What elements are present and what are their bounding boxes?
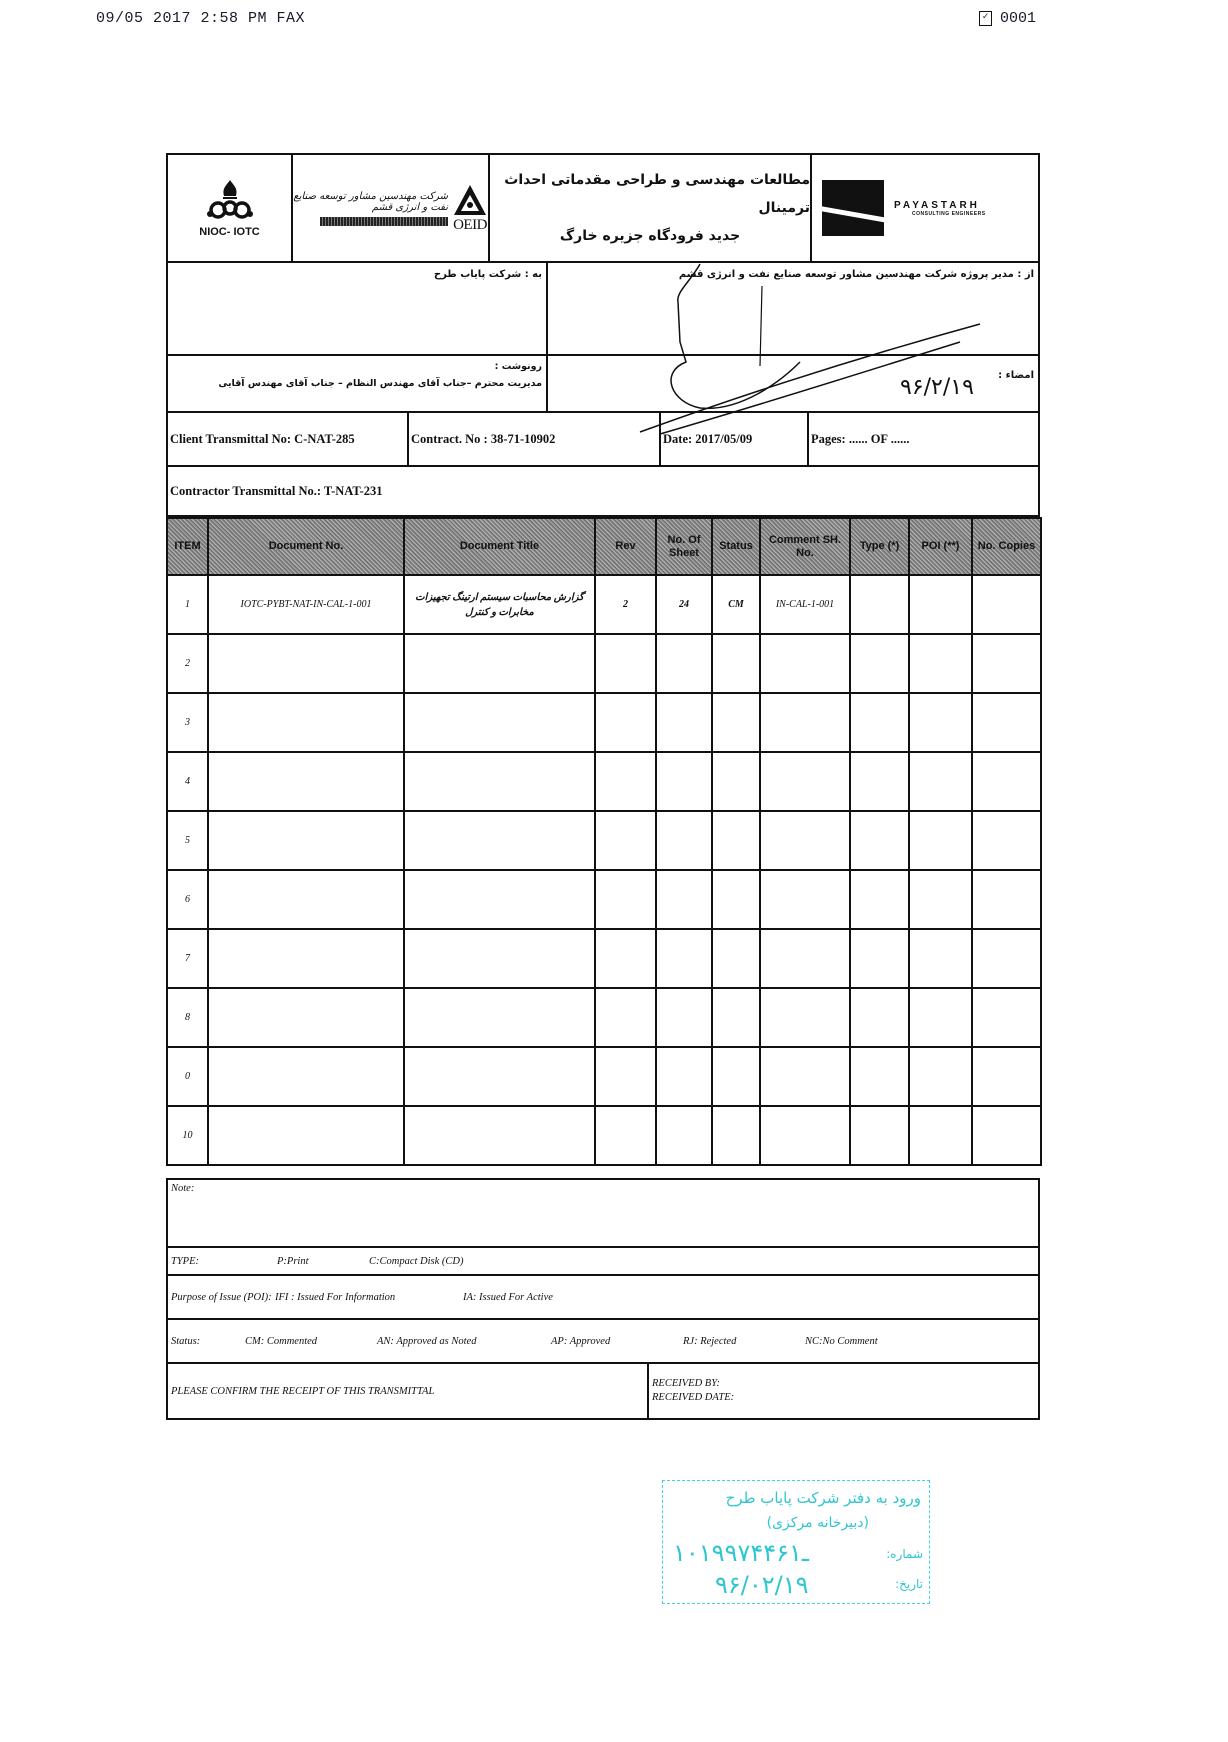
cell-poi — [909, 693, 972, 752]
cell-sheets — [656, 929, 712, 988]
col-header-poi: POI (**) — [909, 518, 972, 575]
cell-status — [712, 1047, 760, 1106]
cell-poi — [909, 1047, 972, 1106]
handwritten-date: ۹۶/۲/۱۹ — [900, 375, 974, 400]
col-header-type: Type (*) — [850, 518, 909, 575]
cell-sheets — [656, 988, 712, 1047]
cell-comment-sh — [760, 1047, 850, 1106]
project-title-line1: مطالعات مهندسی و طراحی مقدماتی احداث ترمینال — [504, 172, 810, 216]
cell-title — [404, 752, 595, 811]
cell-title — [404, 870, 595, 929]
table-row — [167, 1106, 1041, 1165]
poi-label: Purpose of Issue (POI): — [171, 1291, 272, 1303]
fax-page-icon: ✓ — [979, 11, 992, 26]
pages-count: Pages: ...... OF ...... — [811, 431, 910, 446]
cell-copies — [972, 1047, 1041, 1106]
received-block — [649, 1364, 1038, 1418]
col-header-copies: No. Copies — [972, 518, 1041, 575]
cell-copies — [972, 634, 1041, 693]
cell-item: 1 — [167, 575, 208, 634]
fax-page-indicator — [979, 10, 1036, 27]
fax-timestamp: 09/05 2017 2:58 PM FAX — [96, 10, 306, 27]
contract-no: Contract. No : 38-71-10902 — [409, 413, 661, 465]
project-title — [490, 155, 812, 261]
poi-option-ia: IA: Issued For Active — [463, 1291, 553, 1303]
cell-copies — [972, 693, 1041, 752]
cell-type — [850, 870, 909, 929]
cell-poi — [909, 575, 972, 634]
stamp-number-label: شماره: — [886, 1547, 923, 1561]
client-transmittal-no: Client Transmittal No: C-NAT-285 — [168, 413, 409, 465]
cell-sheets — [656, 693, 712, 752]
status-option-rj: RJ: Rejected — [683, 1335, 737, 1347]
confirm-receipt-text: PLEASE CONFIRM THE RECEIPT OF THIS TRANSMITTAL — [168, 1364, 649, 1418]
contractor-transmittal-no: Contractor Transmittal No.: T-NAT-231 — [166, 467, 1040, 517]
cell-poi — [909, 929, 972, 988]
poi-legend-row — [166, 1276, 1040, 1320]
cell-type — [850, 575, 909, 634]
cell-item: 7 — [167, 929, 208, 988]
payastarh-subtitle: CONSULTING ENGINEERS — [912, 210, 986, 217]
cell-sheets — [656, 752, 712, 811]
cell-comment-sh — [760, 811, 850, 870]
cell-type — [850, 988, 909, 1047]
table-row — [167, 693, 1041, 752]
cell-doc-no — [208, 693, 404, 752]
oeid-barcode-strip — [320, 217, 448, 226]
cell-doc-no — [208, 1047, 404, 1106]
cell-doc-no — [208, 634, 404, 693]
cell-status — [712, 870, 760, 929]
form-header — [166, 153, 1040, 263]
nioc-logo-cell — [168, 155, 293, 261]
cell-sheets — [656, 1106, 712, 1165]
cell-rev — [595, 929, 656, 988]
cell-title — [404, 1047, 595, 1106]
cell-status — [712, 811, 760, 870]
cell-comment-sh — [760, 988, 850, 1047]
cell-poi — [909, 752, 972, 811]
cell-title — [404, 929, 595, 988]
cell-rev — [595, 1047, 656, 1106]
cell-copies — [972, 811, 1041, 870]
recipient-field: به : شرکت پایاب طرح — [168, 263, 548, 354]
cell-title — [404, 988, 595, 1047]
cell-doc-no — [208, 811, 404, 870]
nioc-flame-icon — [206, 178, 254, 220]
cell-comment-sh — [760, 634, 850, 693]
received-date-label: RECEIVED DATE: — [652, 1392, 735, 1403]
cell-item: 5 — [167, 811, 208, 870]
cell-title: گزارش محاسبات سیستم ارتینگ تجهیزات مخابرات و کنترل — [404, 575, 595, 634]
oeid-persian-name: شرکت مهندسین مشاور توسعه صنایع نفت و انرژی قشم — [293, 190, 448, 213]
cell-item: 2 — [167, 634, 208, 693]
cell-sheets — [656, 1047, 712, 1106]
stamp-date-value: ۹۶/۰۲/۱۹ — [715, 1571, 809, 1599]
cell-status — [712, 693, 760, 752]
cell-item: 10 — [167, 1106, 208, 1165]
cell-rev — [595, 634, 656, 693]
oeid-abbr: OEID — [453, 216, 487, 233]
oeid-logo-cell — [293, 155, 490, 261]
status-option-cm: CM: Commented — [245, 1335, 318, 1347]
cell-status: CM — [712, 575, 760, 634]
cell-rev — [595, 988, 656, 1047]
received-by-label: RECEIVED BY: — [652, 1378, 720, 1389]
cell-comment-sh — [760, 693, 850, 752]
cell-doc-no — [208, 929, 404, 988]
col-header-sheets: No. Of Sheet — [656, 518, 712, 575]
cell-copies — [972, 988, 1041, 1047]
cell-type — [850, 693, 909, 752]
cc-label: رونوشت : — [494, 361, 542, 372]
type-option-cd: C:Compact Disk (CD) — [369, 1255, 464, 1267]
cell-doc-no — [208, 1106, 404, 1165]
cell-type — [850, 929, 909, 988]
to-from-row — [166, 263, 1040, 356]
cell-item: 4 — [167, 752, 208, 811]
col-header-item: ITEM — [167, 518, 208, 575]
cell-item: 6 — [167, 870, 208, 929]
note-row — [166, 1178, 1040, 1248]
cc-signature-row — [166, 356, 1040, 413]
cell-type — [850, 634, 909, 693]
cell-poi — [909, 988, 972, 1047]
cell-poi — [909, 1106, 972, 1165]
oeid-text-block — [293, 191, 448, 226]
status-legend-row — [166, 1320, 1040, 1364]
status-option-an: AN: Approved as Noted — [377, 1335, 477, 1347]
cell-doc-no — [208, 752, 404, 811]
status-option-ap: AP: Approved — [551, 1335, 611, 1347]
documents-table — [166, 517, 1042, 1166]
cell-rev — [595, 693, 656, 752]
cell-comment-sh — [760, 752, 850, 811]
cell-doc-no — [208, 870, 404, 929]
stamp-number-value: ۱۰۱۹۹ـ۷۴۴۶۱ — [673, 1539, 809, 1567]
stamp-line2: (دبیرخانه مرکزی) — [766, 1515, 869, 1531]
col-header-document-no: Document No. — [208, 518, 404, 575]
fax-page-number: 0001 — [999, 10, 1036, 27]
cell-rev — [595, 1106, 656, 1165]
stamp-line1: ورود به دفتر شرکت پایاب طرح — [725, 1489, 921, 1507]
status-option-nc: NC:No Comment — [805, 1335, 878, 1347]
cc-value: مدیریت محترم –جناب آقای مهندس النظام – جناب آقای مهندس آقایی — [218, 378, 542, 389]
sender-field: از : مدیر پروژه شرکت مهندسین مشاور توسعه صنایع نفت و انرژی قشم — [678, 269, 1034, 280]
cell-status — [712, 634, 760, 693]
cell-item: 8 — [167, 988, 208, 1047]
payastarh-name-block — [894, 200, 986, 217]
cell-type — [850, 752, 909, 811]
cell-copies — [972, 752, 1041, 811]
cell-status — [712, 929, 760, 988]
signature-label: امضاء : — [998, 370, 1034, 381]
cell-title — [404, 1106, 595, 1165]
table-row — [167, 1047, 1041, 1106]
cell-title — [404, 693, 595, 752]
project-title-line2: جدید فرودگاه جزیره خارگ — [559, 228, 741, 244]
col-header-comment-sh: Comment SH. No. — [760, 518, 850, 575]
cc-field — [168, 356, 548, 411]
cell-comment-sh — [760, 1106, 850, 1165]
cell-copies — [972, 870, 1041, 929]
cell-poi — [909, 634, 972, 693]
transmittal-meta-row — [166, 413, 1040, 467]
cell-type — [850, 1106, 909, 1165]
cell-doc-no — [208, 988, 404, 1047]
col-header-rev: Rev — [595, 518, 656, 575]
cell-sheets — [656, 634, 712, 693]
col-header-document-title: Document Title — [404, 518, 595, 575]
table-row — [167, 575, 1041, 634]
cell-rev — [595, 752, 656, 811]
cell-status — [712, 1106, 760, 1165]
stamp-date-label: تاریخ: — [895, 1577, 923, 1591]
transmittal-form — [166, 153, 1040, 1166]
payastarh-logo-icon — [822, 180, 884, 236]
transmittal-date: Date: 2017/05/09 — [661, 413, 809, 465]
cell-comment-sh: IN-CAL-1-001 — [760, 575, 850, 634]
table-row — [167, 752, 1041, 811]
cell-rev — [595, 870, 656, 929]
poi-option-ifi: IFI : Issued For Information — [275, 1291, 396, 1303]
nioc-label: NIOC- IOTC — [199, 226, 260, 238]
oeid-triangle-icon — [452, 183, 488, 217]
cell-sheets — [656, 870, 712, 929]
col-header-status: Status — [712, 518, 760, 575]
table-row — [167, 870, 1041, 929]
cell-poi — [909, 811, 972, 870]
registry-stamp — [662, 1480, 930, 1604]
cell-doc-no: IOTC-PYBT-NAT-IN-CAL-1-001 — [208, 575, 404, 634]
table-row — [167, 634, 1041, 693]
oeid-logo — [452, 183, 488, 234]
signature-field — [548, 356, 1038, 411]
type-legend-row — [166, 1248, 1040, 1276]
cell-copies — [972, 1106, 1041, 1165]
cell-type — [850, 1047, 909, 1106]
table-row — [167, 811, 1041, 870]
type-option-print: P:Print — [277, 1255, 309, 1267]
form-footer — [166, 1178, 1040, 1420]
cell-sheets — [656, 811, 712, 870]
cell-item: 3 — [167, 693, 208, 752]
cell-poi — [909, 870, 972, 929]
cell-status — [712, 752, 760, 811]
table-row — [167, 988, 1041, 1047]
payastarh-logo-cell — [812, 155, 1038, 261]
payastarh-name: PAYASTARH — [894, 199, 980, 211]
note-label: Note: — [171, 1183, 195, 1194]
confirm-receipt-row — [166, 1364, 1040, 1420]
table-header-row — [167, 518, 1041, 575]
cell-status — [712, 988, 760, 1047]
cell-rev — [595, 811, 656, 870]
cell-type — [850, 811, 909, 870]
cell-title — [404, 811, 595, 870]
cell-copies — [972, 929, 1041, 988]
cell-title — [404, 634, 595, 693]
cell-comment-sh — [760, 870, 850, 929]
status-label: Status: — [171, 1335, 201, 1347]
cell-rev: 2 — [595, 575, 656, 634]
table-row — [167, 929, 1041, 988]
cell-item: 0 — [167, 1047, 208, 1106]
cell-sheets: 24 — [656, 575, 712, 634]
cell-copies — [972, 575, 1041, 634]
cell-comment-sh — [760, 929, 850, 988]
type-label: TYPE: — [171, 1255, 200, 1267]
